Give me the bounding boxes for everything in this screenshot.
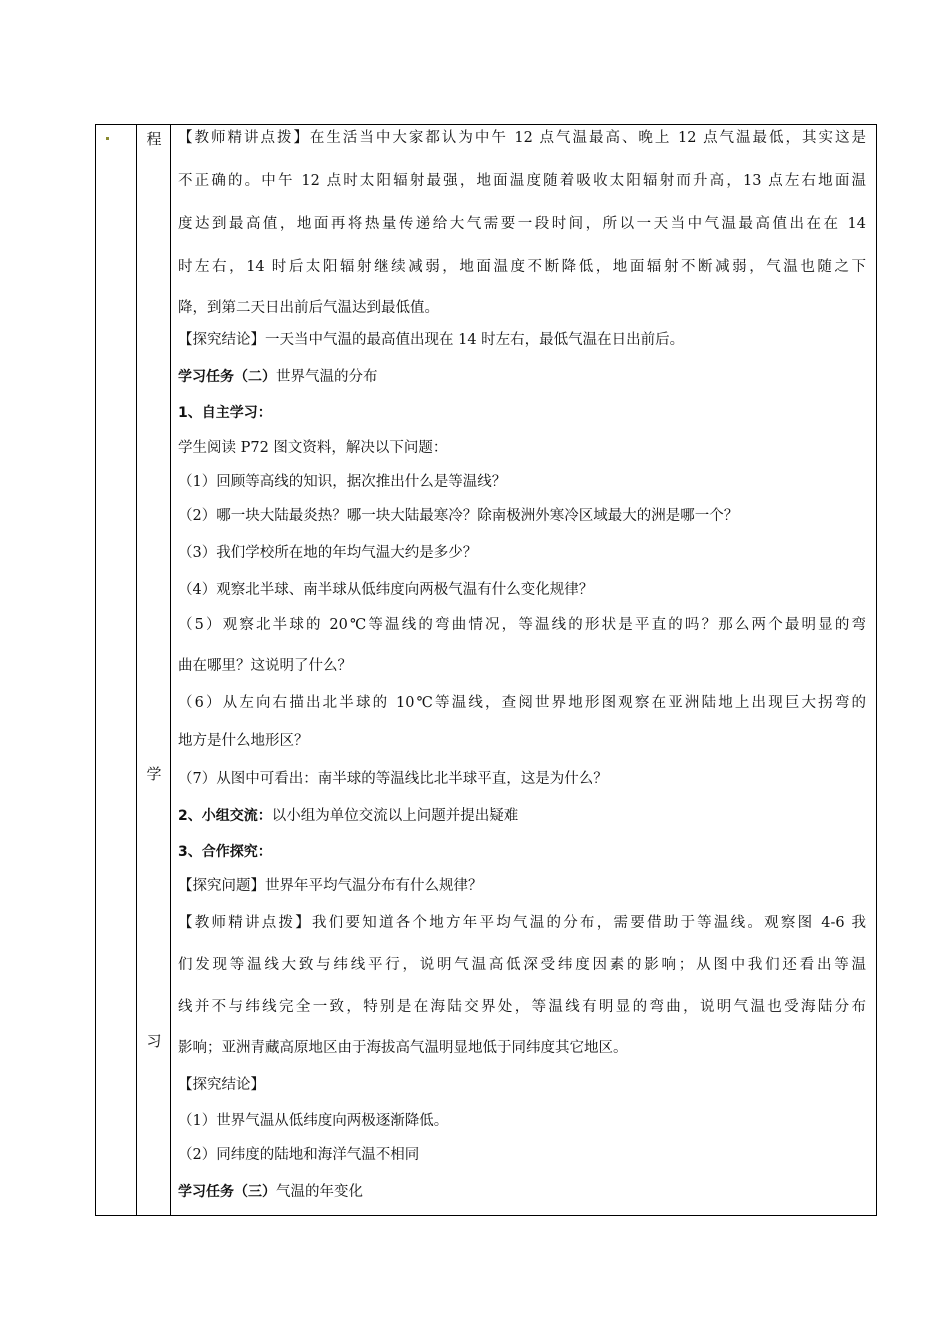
line-text: （1）回顾等高线的知识，据次推出什么是等温线？ (178, 474, 507, 490)
text-line (178, 330, 684, 350)
line-text: 【教师精讲点拨】我们要知道各个地方年平均气温的分布，需要借助于等温线。观察图 4-6 我 (178, 915, 866, 931)
text-line (178, 438, 447, 458)
text-line (178, 506, 738, 526)
line-text: 以小组为单位交流以上问题并提出疑难 (271, 808, 519, 824)
text-line (178, 1038, 628, 1058)
text-line (178, 580, 593, 600)
line-text: 时左右，14 时后太阳辐射继续减弱，地面温度不断降低，地面辐射不断减弱，气温也随之下 (178, 259, 866, 275)
line-text: 线并不与纬线完全一致，特别是在海陆交界处，等温线有明显的弯曲，说明气温也受海陆分布 (178, 999, 866, 1015)
line-text: 学生阅读 P72 图文资料，解决以下问题： (178, 440, 448, 456)
line-text: 【探究结论】一天当中气温的最高值出现在 14 时左右，最低气温在日出前后。 (178, 332, 685, 348)
line-text: 们发现等温线大致与纬线平行，说明气温高低深受纬度因素的影响；从图中我们还看出等温 (178, 957, 866, 973)
heading-label: 学习任务（三） (178, 1184, 276, 1200)
heading-label: 学习任务（二） (178, 369, 276, 385)
text-line (178, 298, 439, 318)
text-line (178, 955, 866, 975)
heading-label: 2、小组交流： (178, 808, 272, 824)
text-line (178, 543, 477, 563)
text-line (178, 1182, 363, 1202)
text-line (178, 472, 506, 492)
line-text: （4）观察北半球、南半球从低纬度向两极气温有什么变化规律？ (178, 582, 594, 598)
line-text: （3）我们学校所在地的年均气温大约是多少？ (178, 545, 478, 561)
side-char-xi: 习 (146, 1032, 162, 1050)
text-line (178, 997, 866, 1017)
text-line (178, 171, 866, 191)
line-text: （2）哪一块大陆最炎热？哪一块大陆最寒冷？除南极洲外寒冷区域最大的洲是哪一个？ (178, 508, 739, 524)
line-text: 世界气温的分布 (276, 369, 378, 385)
line-text: 【教师精讲点拨】在生活当中大家都认为中午 12 点气温最高、晚上 12 点气温最低，其实这是 (178, 130, 866, 146)
text-line (178, 656, 352, 676)
line-text: （2）同纬度的陆地和海洋气温不相同 (178, 1147, 420, 1163)
line-text: 不正确的。中午 12 点时太阳辐射最强，地面温度随着吸收太阳辐射而升高，13 点左右地面温 (178, 173, 866, 189)
line-text: （5）观察北半球的 20℃等温线的弯曲情况，等温线的形状是平直的吗？那么两个最明显的弯 (178, 617, 866, 633)
line-text: （1）世界气温从低纬度向两极逐渐降低。 (178, 1113, 449, 1129)
speck-mark (106, 137, 109, 140)
text-line (178, 1145, 419, 1165)
line-text: （7）从图中可看出：南半球的等温线比北半球平直，这是为什么？ (178, 771, 608, 787)
text-line (178, 731, 309, 751)
text-line (178, 806, 518, 826)
line-text: 度达到最高值，地面再将热量传递给大气需要一段时间，所以一天当中气温最高值出在在 14 (178, 216, 866, 232)
line-text: 【探究问题】世界年平均气温分布有什么规律？ (178, 878, 483, 894)
text-line (178, 1075, 265, 1095)
heading-label: 1、自主学习： (178, 405, 272, 421)
text-line (178, 257, 866, 277)
line-text: 影响；亚洲青藏高原地区由于海拔高气温明显地低于同纬度其它地区。 (178, 1040, 628, 1056)
text-line (178, 615, 866, 635)
heading-label: 3、合作探究： (178, 844, 272, 860)
section-label-column (137, 125, 171, 1215)
text-line (178, 769, 608, 789)
text-line (178, 693, 866, 713)
text-line (178, 876, 483, 896)
text-line (178, 128, 866, 148)
text-line (178, 367, 378, 387)
line-text: 气温的年变化 (276, 1184, 363, 1200)
line-text: 曲在哪里？这说明了什么？ (178, 658, 352, 674)
blank-column (96, 125, 137, 1215)
line-text: （6）从左向右描出北半球的 10℃等温线，查阅世界地形图观察在亚洲陆地上出现巨大拐弯的 (178, 695, 866, 711)
text-line (178, 842, 272, 862)
text-line (178, 913, 866, 933)
text-line (178, 403, 272, 423)
text-line (178, 1111, 448, 1131)
side-char-cheng: 程 (146, 130, 162, 148)
text-line (178, 214, 866, 234)
line-text: 降，到第二天日出前后气温达到最低值。 (178, 300, 439, 316)
line-text: 地方是什么地形区？ (178, 733, 309, 749)
side-char-xue: 学 (146, 765, 162, 783)
lesson-table (95, 124, 877, 1216)
line-text: 【探究结论】 (178, 1077, 265, 1093)
